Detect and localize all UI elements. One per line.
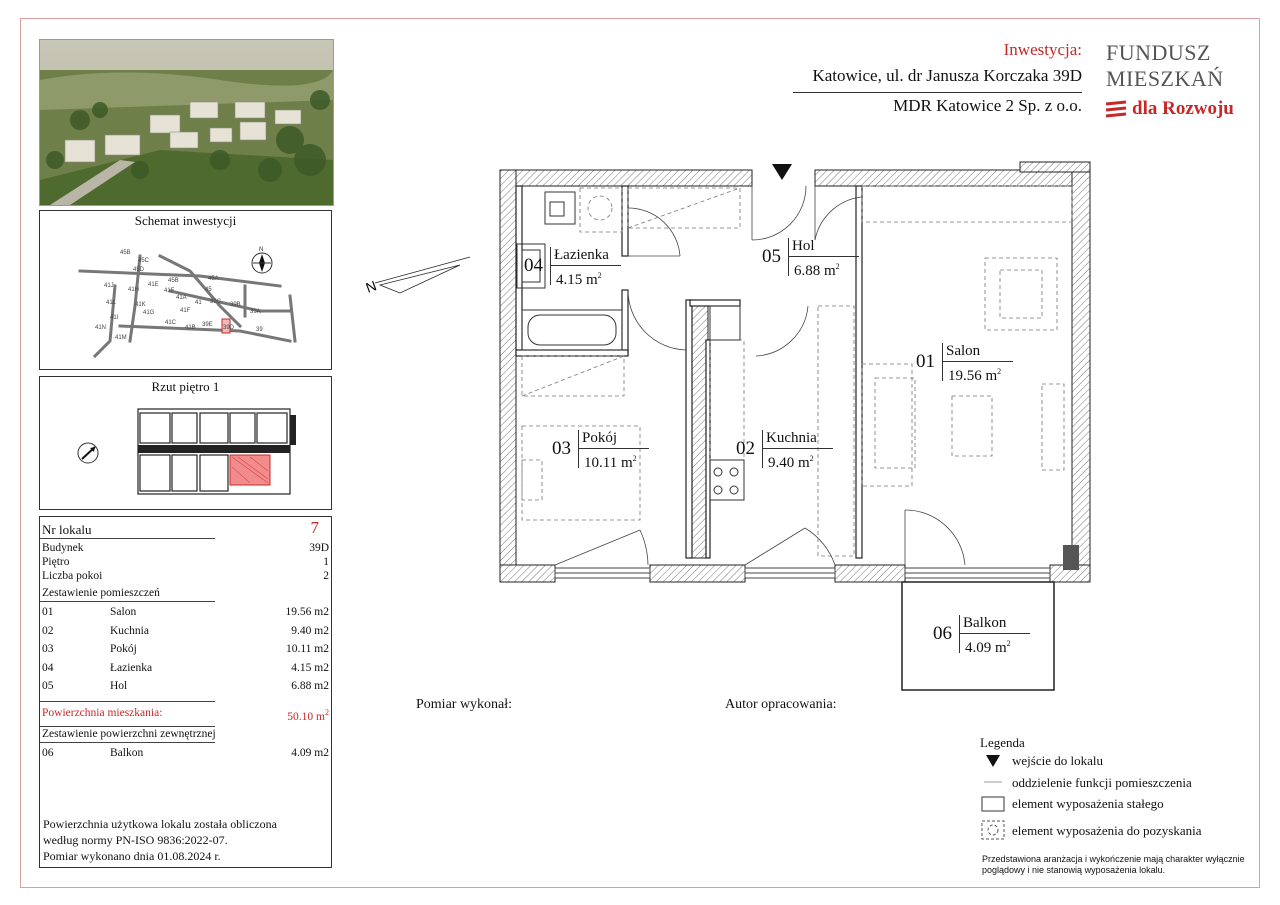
- divider: [40, 742, 215, 743]
- legend-entrance: wejście do lokalu: [1012, 753, 1103, 768]
- room-area: 9.40 m2: [291, 624, 329, 637]
- svg-text:39A: 39A: [250, 309, 261, 315]
- svg-text:41F: 41F: [180, 308, 191, 314]
- legend-title: Legenda: [980, 735, 1025, 750]
- schema-title: Schemat inwestycji: [134, 213, 237, 228]
- room-num: 05: [42, 680, 54, 692]
- floor-key-plan-title: Rzut piętro 1: [151, 379, 220, 394]
- room-label-area: 10.11 $m^2$: [584, 454, 637, 471]
- author-label: Autor opracowania:: [725, 697, 837, 712]
- svg-text:45: 45: [205, 287, 212, 293]
- room-label-area: 4.15 $m^2$: [556, 271, 602, 288]
- room-num: 04: [42, 661, 54, 674]
- investor-company: MDR Katowice 2 Sp. z o.o.: [893, 96, 1082, 115]
- svg-text:41C: 41C: [165, 320, 177, 326]
- room-label-number: 04: [524, 255, 543, 276]
- room-area: 6.88 m2: [291, 680, 329, 692]
- svg-text:41K: 41K: [135, 302, 146, 308]
- room-label-number: 01: [916, 351, 935, 372]
- divider: [788, 238, 789, 276]
- svg-text:41J: 41J: [104, 283, 114, 289]
- svg-text:45D: 45D: [133, 267, 145, 273]
- svg-text:41B: 41B: [185, 325, 196, 331]
- entrance-triangle-icon: [986, 755, 1000, 767]
- svg-text:39E: 39E: [202, 322, 213, 328]
- svg-text:41M: 41M: [115, 335, 127, 341]
- investment-label: Inwestycja:: [1003, 40, 1082, 59]
- room-num: 03: [42, 643, 54, 655]
- room-name: Kuchnia: [110, 624, 149, 637]
- svg-text:41A: 41A: [176, 295, 187, 301]
- outdoor-area: 4.09 m2: [291, 747, 329, 759]
- divider: [579, 448, 649, 449]
- svg-text:39B: 39B: [230, 302, 241, 308]
- measurement-note: Powierzchnia użytkowa lokalu została obliczona według normy PN-ISO 9836:2022-07. Pomiar wykonano dnia 01.08.2024 r.: [43, 817, 277, 863]
- divider: [763, 448, 833, 449]
- divider: [40, 538, 215, 539]
- entrance-triangle-icon: [772, 164, 792, 180]
- outdoor-num: 06: [42, 747, 54, 759]
- room-name: Łazienka: [110, 661, 153, 674]
- room-label-name: Pokój: [582, 430, 618, 446]
- room-label-number: 06: [933, 623, 952, 644]
- divider: [762, 430, 763, 468]
- room-num: 01: [42, 606, 54, 618]
- legend-separator: oddzielenie funkcji pomieszczenia: [1012, 775, 1192, 790]
- divider: [551, 265, 621, 266]
- floor-key-plan-panel: [39, 376, 332, 510]
- divider: [959, 615, 960, 653]
- measured-by-label: Pomiar wykonał:: [416, 697, 513, 712]
- svg-text:N: N: [363, 277, 379, 296]
- svg-text:39: 39: [256, 327, 263, 333]
- svg-text:41I: 41I: [110, 315, 119, 321]
- legend-fixed-equipment: element wyposażenia stałego: [1012, 796, 1164, 811]
- legend-icons: [978, 751, 1008, 841]
- svg-text:41G: 41G: [143, 310, 155, 316]
- room-label-area: 19.56 $m^2$: [948, 367, 1002, 384]
- divider: [942, 343, 943, 381]
- room-name: Pokój: [110, 643, 137, 655]
- optional-equipment-icon: [982, 821, 1004, 839]
- fixed-equipment-icon: [982, 797, 1004, 811]
- investment-schema-panel: [39, 210, 332, 370]
- outdoor-name: Balkon: [110, 747, 144, 759]
- unit-number-value: 7: [310, 518, 319, 537]
- brand-logo: FUNDUSZ MIESZKAŃ dla Rozwoju: [1106, 40, 1234, 119]
- divider: [578, 430, 579, 468]
- unit-info-panel: Nr lokalu 7 Budynek 39D Piętro 1 Liczba pokoi 2 Zestawienie pomieszczeń 01 Salon 19.56 m2 02 Kuchnia 9.40 m2 03 Pokój 10.11 m2 04 Łazienka 4.15 m2 05 Hol 6.88 m2 Powierzchnia mieszkania: 50.10 $m^2$ Zestawienie powierzchni zewnętrznej 06 Balkon 4.09 m2 Powierzchnia użytkowa lokalu została obliczona według normy PN-ISO 9836:2022-07. Pomiar wykonano dnia 01.08.2024 r.: [39, 516, 332, 868]
- compass-icon: [78, 443, 98, 463]
- svg-text:41F: 41F: [164, 288, 175, 294]
- room-name: Hol: [110, 680, 128, 692]
- svg-text:41L: 41L: [106, 300, 117, 306]
- north-arrow-icon: [252, 247, 272, 273]
- legend-disclaimer: Przedstawiona aranżacja i wykończenie mają charakter wyłącznie poglądowy i nie stanowią wyposażenia lokalu.: [982, 854, 1245, 875]
- divider: [960, 633, 1030, 634]
- room-label-name: Balkon: [963, 615, 1007, 631]
- room-area: 19.56 m2: [285, 606, 329, 618]
- room-label-area: 4.09 $m^2$: [965, 639, 1011, 656]
- svg-text:41H: 41H: [128, 287, 140, 293]
- site-plan-map: [40, 231, 331, 369]
- apartment-floor-plan: [360, 150, 1100, 695]
- svg-text:41: 41: [195, 300, 202, 306]
- floor-key-plan: [40, 399, 331, 509]
- divider: [793, 92, 1082, 93]
- legend-optional-equipment: element wyposażenia do pozyskania: [1012, 823, 1202, 838]
- room-label-area: 9.40 $m^2$: [768, 454, 814, 471]
- room-area: 4.15 m2: [291, 661, 329, 674]
- room-num: 02: [42, 624, 54, 637]
- room-label-number: 05: [762, 246, 781, 267]
- room-label-name: Kuchnia: [766, 430, 817, 446]
- svg-text:41N: 41N: [95, 325, 107, 331]
- divider: [40, 701, 215, 702]
- room-label-name: Hol: [792, 238, 815, 254]
- room-label-name: Salon: [946, 343, 981, 359]
- investment-address: Katowice, ul. dr Janusza Korczaka 39D: [812, 66, 1082, 85]
- svg-text:39D: 39D: [223, 325, 235, 331]
- svg-text:45A: 45A: [208, 276, 219, 282]
- aerial-render-image: [39, 39, 334, 206]
- svg-text:45B: 45B: [120, 250, 131, 256]
- north-compass-icon: [364, 257, 470, 296]
- room-label-number: 02: [736, 438, 755, 459]
- svg-text:45B: 45B: [168, 278, 179, 284]
- svg-text:39C: 39C: [210, 299, 222, 305]
- brand-stripes-icon: [1104, 100, 1130, 120]
- room-label-name: Łazienka: [554, 247, 609, 263]
- room-label-number: 03: [552, 438, 571, 459]
- divider: [40, 601, 215, 602]
- svg-text:41E: 41E: [148, 282, 159, 288]
- room-area: 10.11 m2: [285, 643, 329, 655]
- room-label-area: 6.88 $m^2$: [794, 262, 840, 279]
- svg-text:45C: 45C: [138, 258, 150, 264]
- svg-text:N: N: [259, 247, 264, 253]
- room-name: Salon: [110, 606, 137, 618]
- divider: [943, 361, 1013, 362]
- divider: [550, 247, 551, 285]
- divider: [789, 256, 859, 257]
